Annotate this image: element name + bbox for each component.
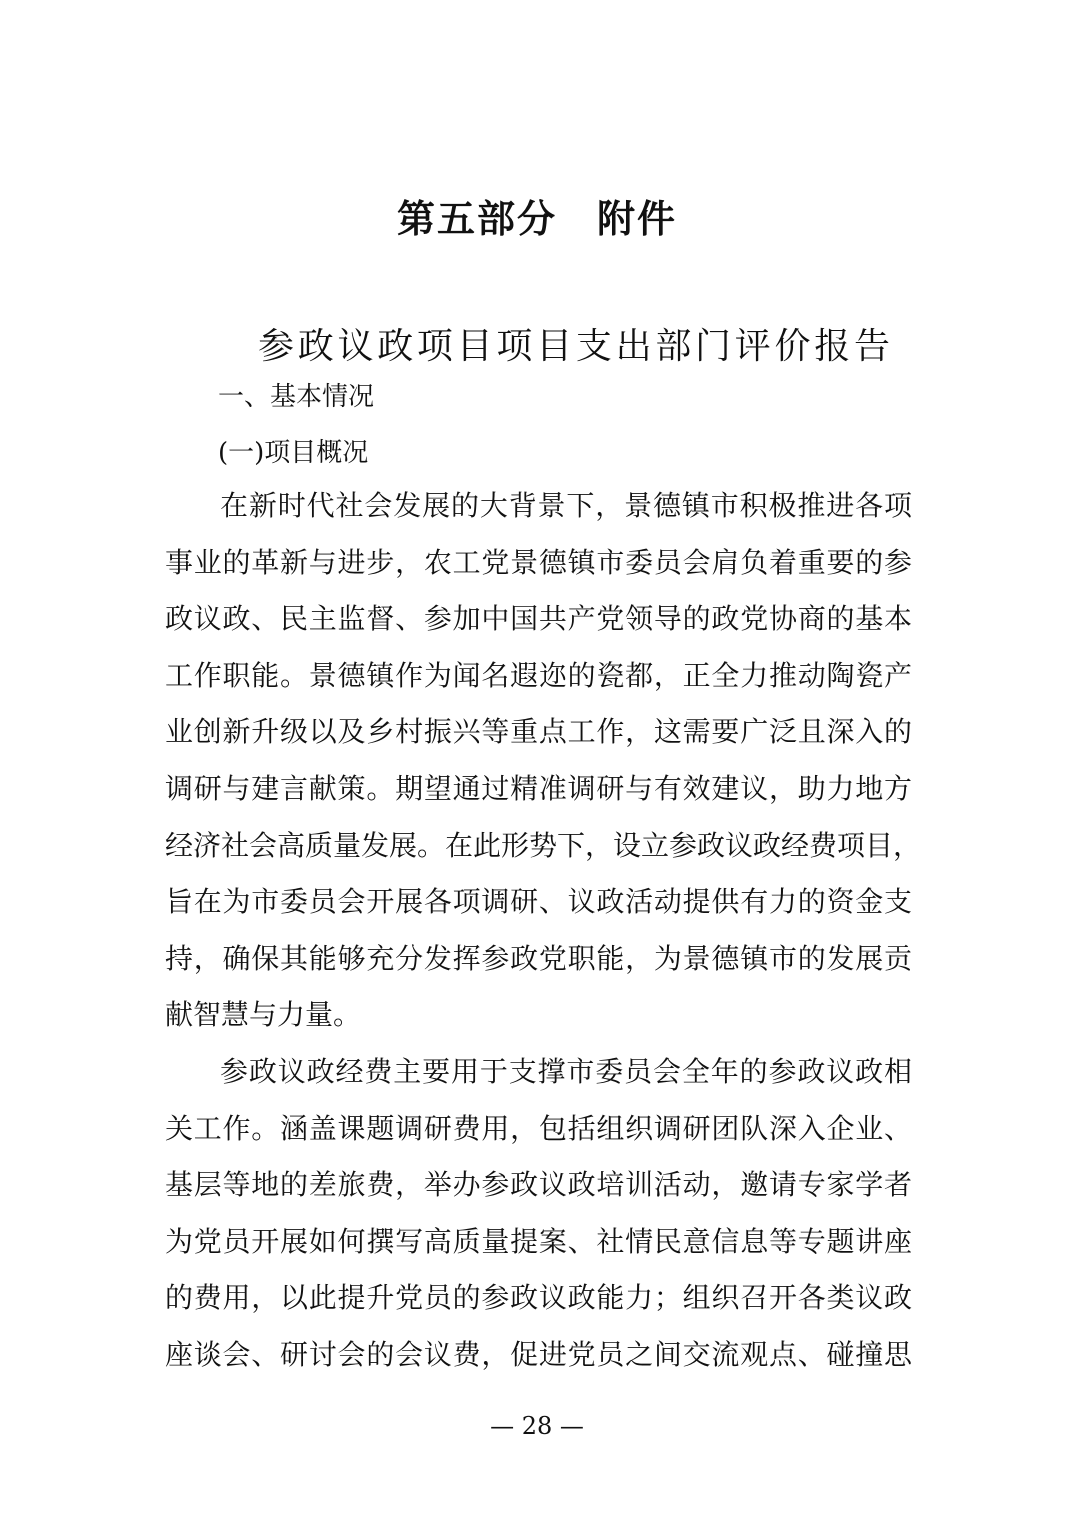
part-title-left: 第五部分 [396,196,557,241]
body-text [165,487,922,1393]
paragraph-line: 政议政、民主监督、参加中国共产党领导的政党协商的基本 [165,602,912,636]
report-title: 参政议政项目项目支出部门评价报告 [258,326,890,367]
paragraph-line: 在新时代社会发展的大背景下，景德镇市积极推进各项 [220,489,912,522]
section-heading: 一、基本情况 [218,382,375,412]
paragraph-line: 业创新升级以及乡村振兴等重点工作，这需要广泛且深入的 [165,715,912,749]
paragraph-line: 座谈会、研讨会的会议费，促进党员之间交流观点、碰撞思 [165,1337,912,1371]
page-number: — 28 — [490,1412,584,1440]
paragraph-line: 经济社会高质量发展。在此形势下，设立参政议政经费项目， [165,828,922,862]
part-title-right: 附件 [597,196,678,241]
paragraph-line: 基层等地的差旅费，举办参政议政培训活动，邀请专家学者 [165,1168,912,1202]
paragraph-line: 参政议政经费主要用于支撑市委员会全年的参政议政相 [220,1054,912,1088]
paragraph-line: 事业的革新与进步，农工党景德镇市委员会肩负着重要的参 [165,545,912,579]
paragraph-line: 关工作。涵盖课题调研费用，包括组织调研团队深入企业、 [165,1111,912,1145]
paragraph-line: 的费用，以此提升党员的参政议政能力；组织召开各类议政 [165,1281,912,1315]
paragraph-line: 旨在为市委员会开展各项调研、议政活动提供有力的资金支 [165,885,912,919]
part-title [0,188,1074,243]
paragraph-line: 持，确保其能够充分发挥参政党职能，为景德镇市的发展贡 [165,941,912,975]
paragraph-line: 献智慧与力量。 [165,998,362,1032]
paragraph-line: 调研与建言献策。期望通过精准调研与有效建议，助力地方 [165,771,912,805]
subsection-heading: (一)项目概况 [218,438,369,468]
paragraph-line: 为党员开展如何撰写高质量提案、社情民意信息等专题讲座 [165,1224,912,1258]
paragraph-line: 工作职能。景德镇作为闻名遐迩的瓷都，正全力推动陶瓷产 [165,658,912,692]
